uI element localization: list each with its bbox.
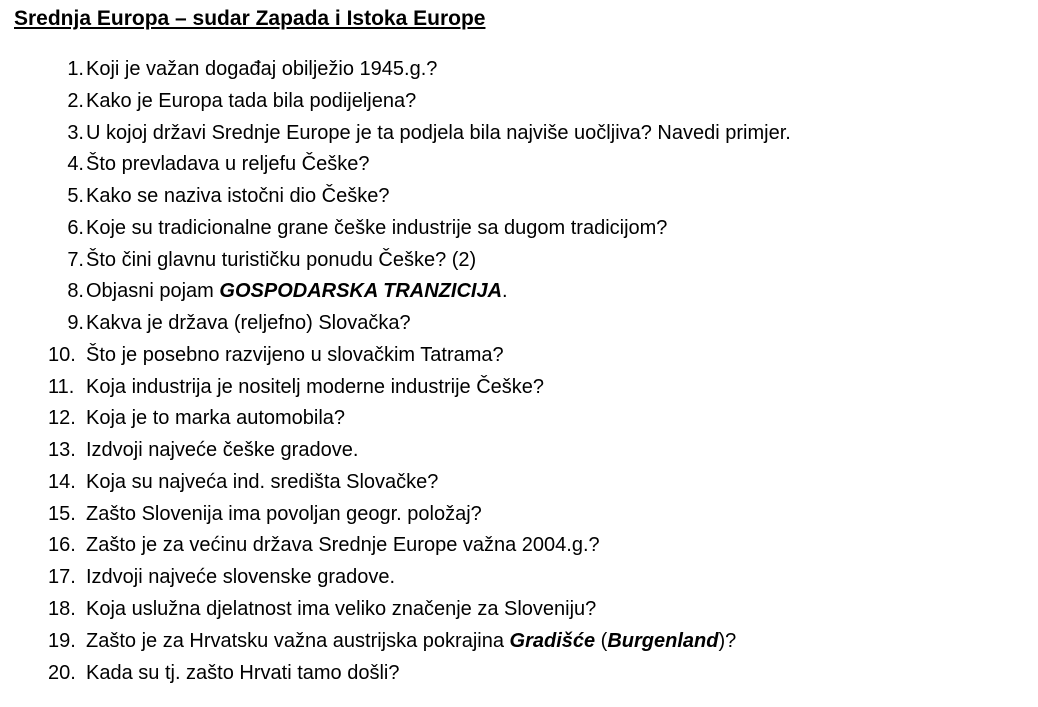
question-number: 8. (67, 280, 84, 303)
question-number: 20. (48, 661, 76, 684)
question-text-segment: Kada su tj. zašto Hrvati tamo došli? (86, 661, 400, 684)
question-text (86, 403, 345, 435)
question-text (86, 626, 736, 658)
question-text-segment: Izdvoji najveće češke gradove. (86, 439, 359, 462)
question-text (86, 54, 437, 86)
question-number: 10. (48, 343, 76, 366)
question-number: 7. (67, 248, 84, 271)
question-number: 3. (67, 121, 84, 144)
question-text-segment: Objasni pojam (86, 280, 220, 303)
question-text (86, 245, 476, 277)
question-number: 13. (48, 439, 76, 462)
question-text-segment: Kako se naziva istočni dio Češke? (86, 185, 390, 208)
question-number: 4. (67, 153, 84, 176)
question-text-segment: Koji je važan događaj obilježio 1945.g.? (86, 58, 438, 80)
question-text (86, 86, 416, 118)
emphasized-term: Burgenland (607, 629, 719, 652)
question-text-segment: Koja je to marka automobila? (86, 407, 346, 430)
emphasized-term: GOSPODARSKA TRANZICIJA (219, 280, 503, 303)
question-text-segment: Zašto je za većinu država Srednje Europe važna 2004.g.? (86, 534, 600, 557)
question-text-segment: ( (595, 629, 608, 652)
question-number: 14. (48, 470, 76, 493)
question-text-segment: . (502, 280, 508, 303)
question-text-segment: Koja uslužna djelatnost ima veliko značenje za Sloveniju? (86, 598, 597, 621)
question-text-segment: Što čini glavnu turističku ponudu Češke? (2) (86, 248, 477, 271)
question-number: 19. (48, 629, 76, 652)
question-number: 15. (48, 502, 76, 525)
question-number: 18. (48, 598, 76, 621)
question-number: 2. (67, 89, 84, 112)
question-text (86, 149, 370, 181)
question-text (86, 435, 358, 467)
question-text (86, 594, 596, 626)
question-text (86, 372, 544, 404)
question-text (86, 340, 504, 372)
question-text-segment: Koje su tradicionalne grane češke industrije sa dugom tradicijom? (86, 216, 668, 239)
question-text-segment: Koja industrija je nositelj moderne industrije Češke? (86, 375, 545, 398)
question-number: 9. (67, 312, 84, 335)
question-text-segment: U kojoj državi Srednje Europe je ta podjela bila najviše uočljiva? Navedi primjer. (86, 121, 791, 144)
question-number: 1. (67, 58, 84, 80)
question-text-segment: Što je posebno razvijeno u slovačkim Tatrama? (86, 343, 504, 366)
question-number: 5. (67, 185, 84, 208)
question-number: 11. (48, 375, 75, 398)
emphasized-term: Gradišće (509, 629, 596, 652)
question-text (86, 530, 600, 562)
question-text-segment: Zašto je za Hrvatsku važna austrijska pokrajina (86, 629, 510, 652)
page-title: Srednja Europa – sudar Zapada i Istoka Europe (14, 7, 486, 30)
question-text (86, 276, 508, 308)
question-text (86, 467, 438, 499)
question-text (86, 658, 399, 690)
question-text-segment: Što prevladava u reljefu Češke? (86, 153, 370, 176)
question-number: 16. (48, 534, 76, 557)
question-text-segment: Koja su najveća ind. središta Slovačke? (86, 470, 439, 493)
question-text-segment: Izdvoji najveće slovenske gradove. (86, 566, 396, 589)
question-text-segment: Zašto Slovenija ima povoljan geogr. položaj? (86, 502, 482, 525)
question-text-segment: Kako je Europa tada bila podijeljena? (86, 89, 417, 112)
question-text-segment: )? (718, 629, 737, 652)
question-number: 6. (67, 216, 84, 239)
question-number: 17. (48, 566, 76, 589)
question-text (86, 118, 791, 150)
question-text-segment: Kakva je država (reljefno) Slovačka? (86, 312, 411, 335)
question-text (86, 213, 667, 245)
question-text (86, 499, 482, 531)
question-text (86, 308, 411, 340)
question-text (86, 181, 390, 213)
question-text (86, 562, 395, 594)
question-number: 12. (48, 407, 76, 430)
